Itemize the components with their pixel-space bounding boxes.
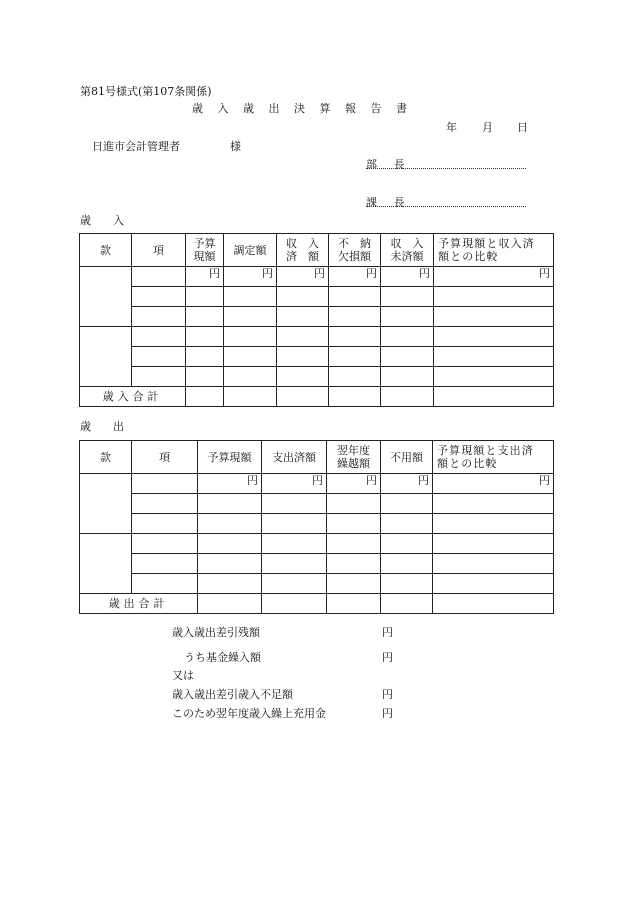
kou-cell (132, 267, 186, 287)
col-outstanding: 収 入 未済額 (381, 234, 434, 267)
addressee-name: 日進市会計管理者 (92, 140, 180, 153)
unit-yen: 円 (381, 474, 433, 494)
col-uncollectible: 不 納 欠損額 (329, 234, 381, 267)
expenditure-total-label: 歳出合計 (80, 594, 198, 614)
col-budget: 予算現額 (198, 441, 262, 474)
unit-yen: 円 (277, 267, 329, 287)
summary-advance-unit: 円 (382, 707, 393, 720)
summary-shortfall-unit: 円 (382, 688, 393, 701)
kan-cell (80, 474, 132, 534)
summary-balance-label: 歳入歳出差引残額 (172, 626, 260, 639)
summary-balance-unit: 円 (382, 626, 393, 639)
col-unused: 不用額 (381, 441, 433, 474)
col-budget: 予算 現額 (186, 234, 224, 267)
col-carryover: 翌年度 繰越額 (327, 441, 381, 474)
table-row (80, 514, 554, 534)
unit-yen: 円 (186, 267, 224, 287)
table-row (80, 494, 554, 514)
signature-title-bucho: 部 長 (366, 158, 412, 171)
summary-fund-label: うち基金繰入額 (184, 651, 261, 664)
signature-line-bucho (366, 168, 526, 169)
table-row (80, 474, 554, 494)
col-kan: 款 (80, 441, 132, 474)
date-month: 月 (482, 121, 493, 134)
unit-yen: 円 (381, 267, 434, 287)
revenue-table (79, 233, 554, 407)
table-row (80, 287, 554, 307)
table-row (80, 534, 554, 554)
unit-yen: 円 (262, 474, 327, 494)
unit-yen: 円 (327, 474, 381, 494)
col-comparison: 予算現額と支出済 額との比較 (433, 441, 554, 474)
col-paid: 支出済額 (262, 441, 327, 474)
table-row (80, 307, 554, 327)
revenue-total-row (80, 387, 554, 407)
col-received: 収 入 済 額 (277, 234, 329, 267)
revenue-header-row (80, 234, 554, 267)
table-row (80, 554, 554, 574)
unit-yen: 円 (329, 267, 381, 287)
signature-title-kacho: 課 長 (366, 196, 412, 209)
addressee-honorific: 様 (230, 140, 241, 153)
table-row (80, 367, 554, 387)
unit-yen: 円 (434, 267, 554, 287)
col-kou: 項 (132, 234, 186, 267)
unit-yen: 円 (198, 474, 262, 494)
signature-line-kacho (366, 206, 526, 207)
col-kou: 項 (132, 441, 198, 474)
unit-yen: 円 (433, 474, 554, 494)
col-comparison: 予算現額と収入済 額との比較 (434, 234, 554, 267)
revenue-heading: 歳 入 (80, 214, 124, 227)
form-id: 第81号様式(第107条関係) (80, 85, 212, 98)
kan-cell (80, 267, 132, 327)
col-kan: 款 (80, 234, 132, 267)
unit-yen: 円 (224, 267, 277, 287)
revenue-total-label: 歳入合計 (80, 387, 186, 407)
table-row (80, 327, 554, 347)
summary-fund-unit: 円 (382, 651, 393, 664)
expenditure-table (79, 440, 554, 614)
table-row (80, 347, 554, 367)
table-row (80, 574, 554, 594)
summary-or-label: 又は (172, 669, 194, 682)
expenditure-header-row (80, 441, 554, 474)
summary-advance-label: このため翌年度歳入繰上充用金 (172, 707, 326, 720)
expenditure-total-row (80, 594, 554, 614)
col-assessed: 調定額 (224, 234, 277, 267)
summary-shortfall-label: 歳入歳出差引歳入不足額 (172, 688, 293, 701)
date-year: 年 (446, 121, 457, 134)
document-title: 歳 入 歳 出 決 算 報 告 書 (192, 102, 413, 115)
expenditure-heading: 歳 出 (80, 420, 124, 433)
kou-cell (132, 474, 198, 494)
date-day: 日 (517, 121, 528, 134)
table-row (80, 267, 554, 287)
